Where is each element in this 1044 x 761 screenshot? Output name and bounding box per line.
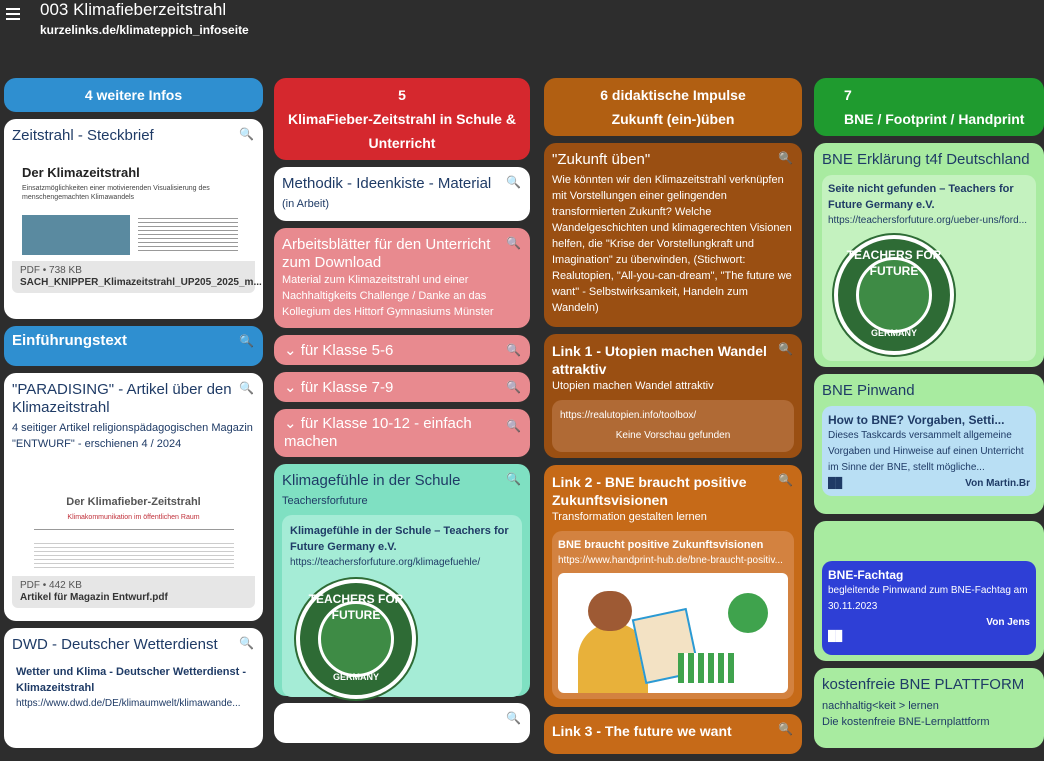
text-lines bbox=[34, 540, 234, 568]
link-url: https://teachersforfuture.org/ueber-uns/ford... bbox=[828, 215, 1027, 226]
expander-klasse-10-12[interactable] bbox=[274, 409, 530, 457]
author-text: Von Martin.Br bbox=[965, 478, 1030, 489]
doc-subtitle: Klimakommunikation im öffentlichen Raum bbox=[67, 514, 200, 521]
card-title: Arbeitsblätter für den Unterricht zum Download bbox=[282, 236, 491, 271]
photo-thumbnail bbox=[22, 215, 130, 255]
card-title: Link 3 - The future we want bbox=[552, 723, 732, 739]
search-icon[interactable]: 🔍 bbox=[506, 711, 521, 725]
card-title: Link 1 - Utopien machen Wandel attraktiv bbox=[552, 343, 767, 377]
file-name: Artikel für Magazin Entwurf.pdf bbox=[20, 592, 168, 603]
card-text: 4 seitiger Artikel religionspädagogischen Magazin "ENTWURF" - erschienen 4 / 2024 bbox=[12, 422, 253, 450]
card-title: "PARADISING" - Artikel über den Klimazeitstrahl bbox=[12, 381, 232, 416]
card-text: (in Arbeit) bbox=[282, 198, 330, 210]
preview-text: Dieses Taskcards versammelt allgemeine Vorgaben und Hinweise auf einen Unterricht im Sinne der BNE, stellt mögliche... bbox=[828, 430, 1024, 473]
link-title: BNE-Fachtag bbox=[828, 568, 904, 582]
card-title: kostenfreie BNE PLATTFORM bbox=[822, 676, 1025, 693]
card-paradising[interactable] bbox=[4, 373, 263, 621]
card-link-2[interactable] bbox=[544, 465, 802, 707]
logo-text-bottom: GERMANY bbox=[332, 672, 379, 682]
chevron-down-icon: ⌄ bbox=[284, 379, 297, 396]
card-text: Material zum Klimazeitstrahl und einer Nachhaltigkeits Challenge / Danke an das Kollegium des Hittorf Gymnasiums Münster bbox=[282, 274, 494, 318]
card-title: Einführungstext bbox=[12, 332, 127, 349]
card-klimagefuehle[interactable] bbox=[274, 464, 530, 696]
logo-text-top: TEACHERS FOR FUTURE bbox=[308, 592, 404, 622]
chevron-down-icon: ⌄ bbox=[284, 342, 297, 359]
search-icon[interactable]: 🔍 bbox=[778, 342, 793, 356]
page-title: 003 Klimafieberzeitstrahl bbox=[40, 0, 227, 19]
column-weitere-infos bbox=[4, 78, 263, 755]
card-text: nachhaltig<keit > lernen bbox=[822, 700, 939, 712]
expander-label: für Klasse 5-6 bbox=[300, 342, 394, 359]
card-arbeitsblaetter[interactable] bbox=[274, 228, 530, 328]
card-bne-plattform[interactable] bbox=[814, 668, 1044, 748]
search-icon[interactable]: 🔍 bbox=[506, 472, 521, 486]
top-bar bbox=[0, 0, 1024, 46]
link-preview[interactable] bbox=[282, 515, 522, 697]
search-icon[interactable]: 🔍 bbox=[778, 151, 793, 165]
search-icon[interactable]: 🔍 bbox=[506, 236, 521, 250]
card-title: Link 2 - BNE braucht positive Zukunftsvisionen bbox=[552, 474, 747, 508]
column-header[interactable]: 6 didaktische Impulse Zukunft (ein-)üben bbox=[544, 78, 802, 136]
card-zukunft-ueben[interactable] bbox=[544, 143, 802, 327]
card-title: Methodik - Ideenkiste - Material bbox=[282, 175, 492, 192]
file-meta: PDF • 442 KB bbox=[20, 580, 82, 591]
preview-text: begleitende Pinnwand zum BNE-Fachtag am 30.11.2023 bbox=[828, 585, 1028, 612]
link-preview[interactable] bbox=[12, 660, 255, 716]
chevron-down-icon: ⌄ bbox=[284, 415, 297, 432]
card-zeitstrahl-steckbrief[interactable] bbox=[4, 119, 263, 319]
card-einfuehrungstext[interactable] bbox=[4, 326, 263, 366]
pdf-thumbnail bbox=[12, 151, 255, 261]
card-bne-fachtag[interactable] bbox=[814, 521, 1044, 661]
card-title: BNE Pinwand bbox=[822, 382, 915, 399]
card-text: Transformation gestalten lernen bbox=[552, 511, 707, 523]
taskcards-icon: ██ bbox=[828, 631, 843, 642]
column-bne bbox=[814, 78, 1044, 755]
text-lines bbox=[138, 215, 238, 253]
doc-title: Der Klimazeitstrahl bbox=[22, 165, 140, 180]
column-header[interactable]: 7 BNE / Footprint / Handprint bbox=[814, 78, 1044, 136]
card-text: Wie könnten wir den Klimazeitstrahl verknüpfen mit Vorstellungen einer gelingenden transformierten Zukunft? Welche Wandelgeschichten und klimagerechten Visionen helfen, die "Krise der Vorstellungkraft und Imagination" zu überwinden, (Stichwort: Realutopien, "All-you-can-dream", "The future we want" - Selbstwirksamkeit, Handeln zum Wandeln) bbox=[552, 174, 792, 314]
link-title: How to BNE? Vorgaben, Setti... bbox=[828, 413, 1005, 427]
search-icon[interactable]: 🔍 bbox=[239, 127, 254, 141]
column-header[interactable]: 5 KlimaFieber-Zeitstrahl in Schule & Unterricht bbox=[274, 78, 530, 160]
doc-title: Der Klimafieber-Zeitstrahl bbox=[66, 496, 201, 508]
search-icon[interactable]: 🔍 bbox=[239, 381, 254, 395]
column-didaktische-impulse bbox=[544, 78, 802, 761]
logo-text-bottom: GERMANY bbox=[870, 328, 917, 338]
search-icon[interactable]: 🔍 bbox=[506, 343, 521, 357]
expander-label: für Klasse 10-12 - einfach machen bbox=[284, 415, 472, 450]
pdf-attachment[interactable] bbox=[12, 151, 262, 293]
file-name: SACH_KNIPPER_Klimazeitstrahl_UP205_2025_m... bbox=[20, 277, 262, 288]
menu-icon[interactable] bbox=[6, 8, 20, 20]
link-url: https://teachersforfuture.org/klimagefuehle/ bbox=[290, 557, 481, 568]
card-dwd[interactable] bbox=[4, 628, 263, 748]
card-bne-pinwand[interactable] bbox=[814, 374, 1044, 514]
card-title: "Zukunft üben" bbox=[552, 151, 651, 168]
card-title: Zeitstrahl - Steckbrief bbox=[12, 127, 154, 144]
column-schule-unterricht bbox=[274, 78, 530, 750]
link-preview[interactable] bbox=[552, 400, 794, 452]
link-url: https://realutopien.info/toolbox/ bbox=[560, 410, 697, 421]
card-title: Klimagefühle in der Schule bbox=[282, 472, 461, 489]
search-icon[interactable]: 🔍 bbox=[506, 419, 521, 433]
card-title: BNE Erklärung t4f Deutschland bbox=[822, 151, 1030, 168]
expander-klasse-7-9[interactable] bbox=[274, 372, 530, 402]
taskcard-preview[interactable] bbox=[822, 406, 1036, 496]
card-bne-erklaerung[interactable] bbox=[814, 143, 1044, 367]
card-methodik[interactable] bbox=[274, 167, 530, 221]
author-text: Von Jens bbox=[986, 617, 1030, 628]
search-icon[interactable]: 🔍 bbox=[239, 636, 254, 650]
taskcard-preview[interactable] bbox=[822, 561, 1036, 655]
column-header[interactable]: 4 weitere Infos bbox=[4, 78, 263, 112]
link-preview[interactable] bbox=[552, 531, 794, 699]
link-title: Wetter und Klima - Deutscher Wetterdienst - Klimazeitstrahl bbox=[16, 666, 247, 694]
link-title: Seite nicht gefunden – Teachers for Future Germany e.V. bbox=[828, 183, 1014, 211]
doc-subtitle: Einsatzmöglichkeiten einer motivierenden Visualisierung des menschengemachten Klimawandels bbox=[22, 185, 210, 201]
page-subtitle[interactable]: kurzelinks.de/klimateppich_infoseite bbox=[40, 23, 249, 37]
teachers-for-future-logo bbox=[296, 579, 416, 699]
link-title: Klimagefühle in der Schule – Teachers for Future Germany e.V. bbox=[290, 525, 509, 553]
illustration-image bbox=[558, 573, 788, 693]
link-title: BNE braucht positive Zukunftsvisionen bbox=[558, 539, 764, 551]
divider bbox=[34, 529, 234, 530]
expander-label: für Klasse 7-9 bbox=[300, 379, 394, 396]
link-url: https://www.dwd.de/DE/klimaumwelt/klimawande... bbox=[16, 698, 241, 709]
card-link-1[interactable] bbox=[544, 334, 802, 458]
search-icon[interactable]: 🔍 bbox=[239, 334, 254, 348]
card-text: Teachersforfuture bbox=[282, 495, 368, 507]
card-text: Utopien machen Wandel attraktiv bbox=[552, 380, 714, 392]
search-icon[interactable]: 🔍 bbox=[506, 380, 521, 394]
link-url: https://www.handprint-hub.de/bne-braucht-positiv... bbox=[558, 555, 783, 566]
card-link-3[interactable] bbox=[544, 714, 802, 754]
search-icon[interactable]: 🔍 bbox=[778, 722, 793, 736]
card-empty[interactable] bbox=[274, 703, 530, 743]
search-icon[interactable]: 🔍 bbox=[506, 175, 521, 189]
logo-text-top: TEACHERS FOR FUTURE bbox=[846, 248, 942, 278]
no-preview-text: Keine Vorschau gefunden bbox=[615, 430, 731, 441]
card-text: Die kostenfreie BNE-Lernplattform bbox=[822, 716, 990, 728]
expander-klasse-5-6[interactable] bbox=[274, 335, 530, 365]
search-icon[interactable]: 🔍 bbox=[778, 473, 793, 487]
teachers-for-future-logo bbox=[834, 235, 954, 355]
card-title: DWD - Deutscher Wetterdienst bbox=[12, 636, 218, 653]
taskcards-icon: ██ bbox=[828, 478, 843, 489]
file-meta: PDF • 738 KB bbox=[20, 265, 82, 276]
pdf-thumbnail bbox=[12, 458, 255, 576]
link-preview[interactable] bbox=[822, 175, 1036, 361]
pdf-attachment[interactable] bbox=[12, 458, 255, 608]
